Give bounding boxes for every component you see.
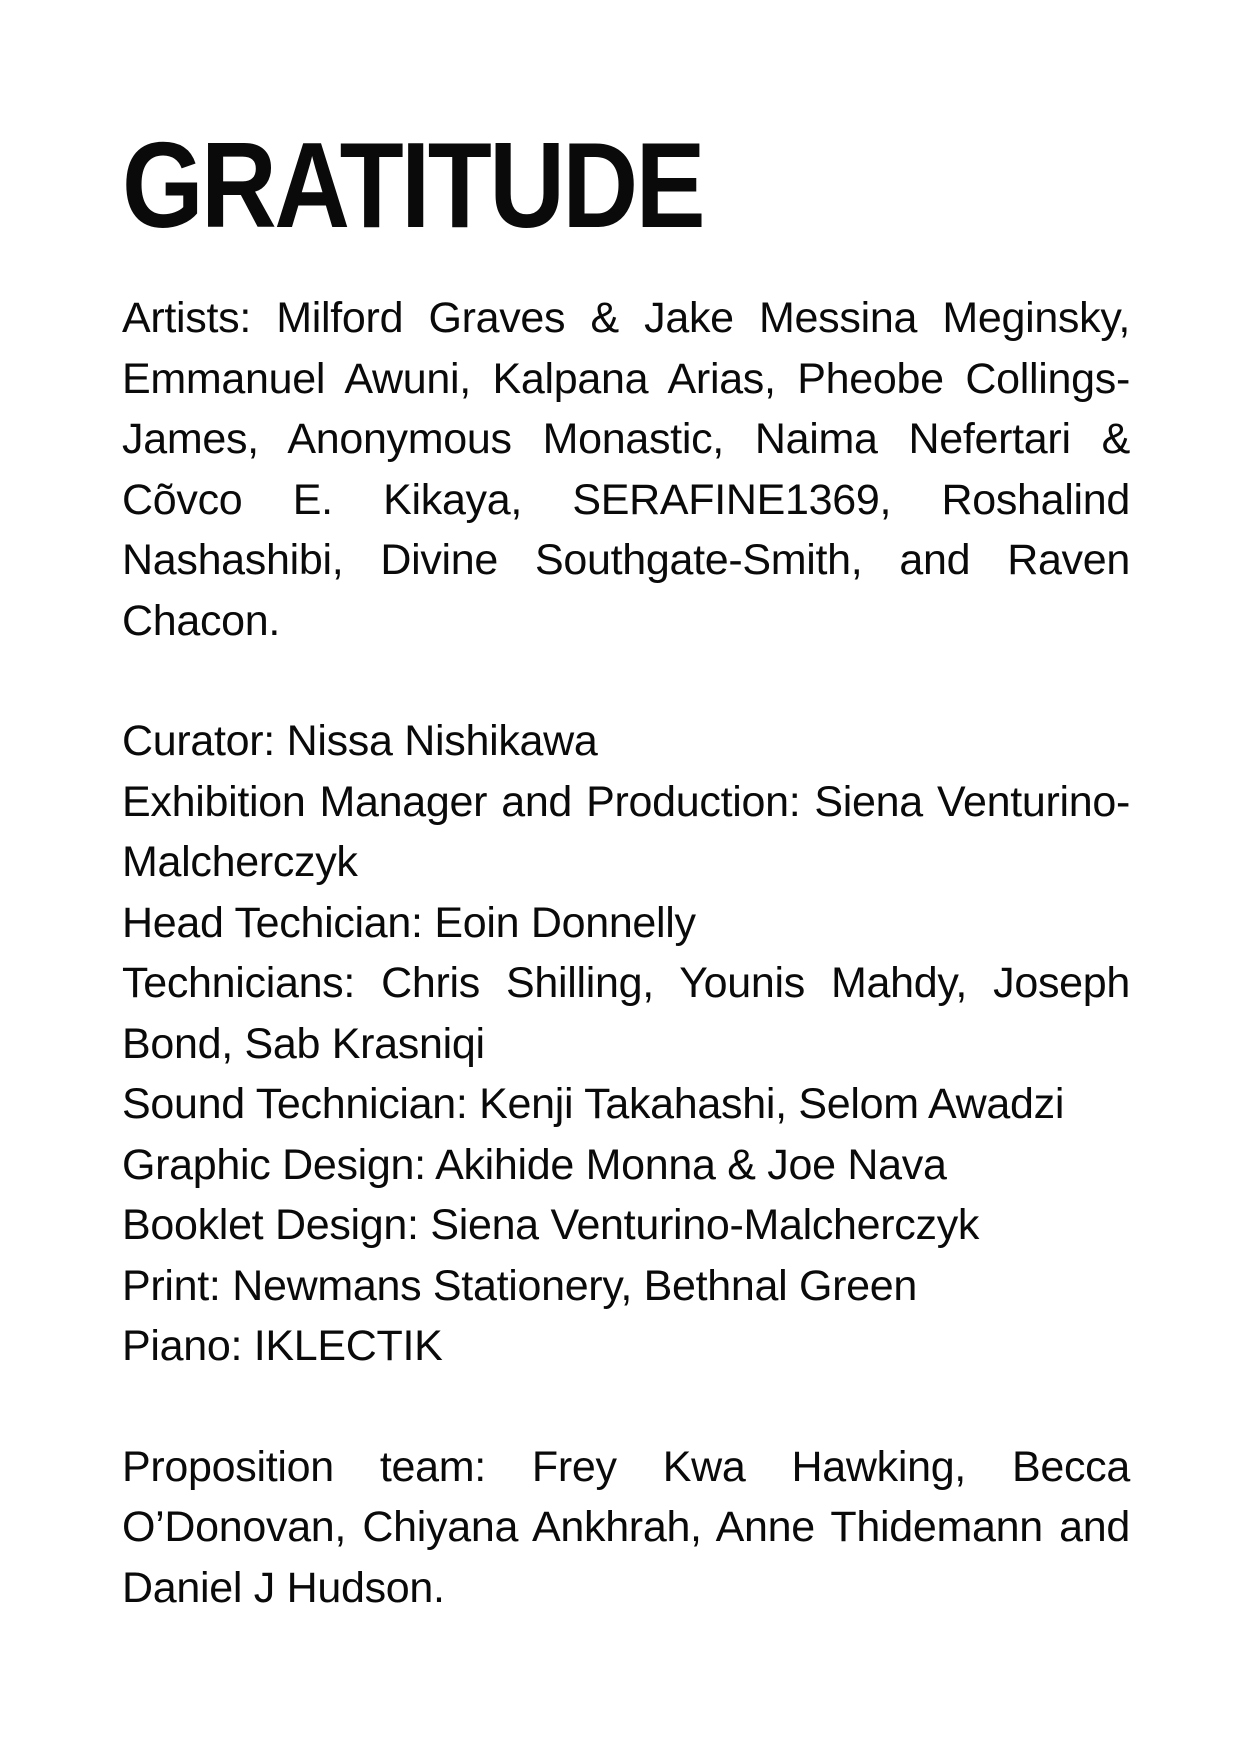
credit-curator: Curator: Nissa Nishikawa	[122, 717, 598, 765]
artists-paragraph: Artists: Milford Graves & Jake Messina Meginsky, Emmanuel Awuni, Kalpana Arias, Pheobe Collings-James, Anonymous Monastic, Naima Nefertari & Cõvco E. Kikaya, SERAFINE1369, Roshalind Nashashibi, Divine Southgate-Smith, and Raven Chacon.	[122, 294, 1130, 645]
credit-booklet-design: Booklet Design: Siena Venturino-Malcherczyk	[122, 1201, 980, 1249]
credit-exhibition-manager: Exhibition Manager and Production: Siena Venturino-Malcherczyk	[122, 777, 1130, 886]
credits-list	[122, 711, 1130, 1377]
page-title: GRATITUDE	[122, 117, 703, 253]
credit-head-technician: Head Techician: Eoin Donnelly	[122, 898, 696, 947]
credit-technicians: Technicians: Chris Shilling, Younis Mahdy, Joseph Bond, Sab Krasniqi	[122, 959, 1130, 1068]
credit-sound-technician: Sound Technician: Kenji Takahashi, Selom Awadzi	[122, 1080, 1065, 1128]
gratitude-page	[122, 110, 1130, 1618]
credit-graphic-design: Graphic Design: Akihide Monna & Joe Nava	[122, 1140, 947, 1189]
credit-print: Print: Newmans Stationery, Bethnal Green	[122, 1261, 918, 1310]
credit-piano: Piano: IKLECTIK	[122, 1322, 443, 1370]
proposition-team-paragraph: Proposition team: Frey Kwa Hawking, Becca O’Donovan, Chiyana Ankhrah, Anne Thidemann and Daniel J Hudson.	[122, 1442, 1130, 1612]
